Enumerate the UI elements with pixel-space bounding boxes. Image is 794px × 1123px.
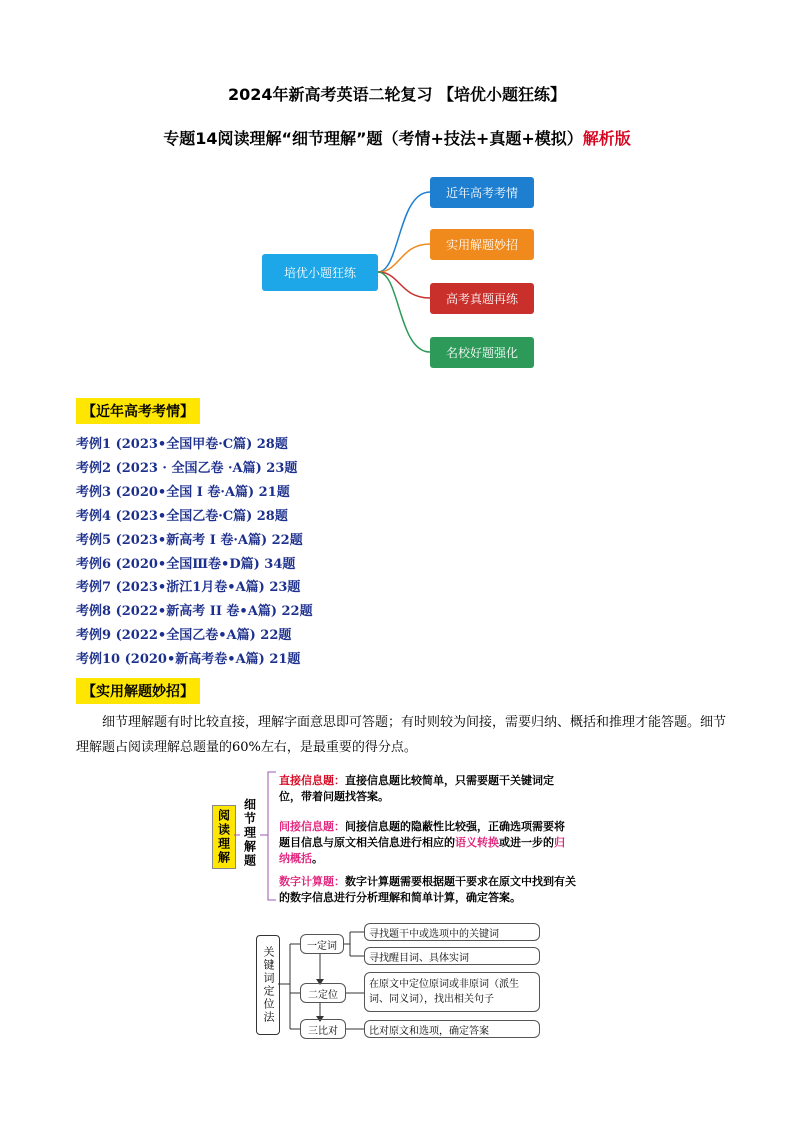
tips-paragraph: 细节理解题有时比较直接，理解字面意思即可答题；有时则较为间接，需要归纳、概括和推理才能答题。细节理解题占阅读理解总题量的60%左右，是最重要的得分点。 (76, 715, 727, 755)
example-item: 考例2 (2023 · 全国乙卷 ·A篇) 23题 (76, 460, 298, 476)
diagram1-left-label: 阅读理解 (212, 805, 236, 869)
numeric-calc-title: 数字计算题： (279, 875, 345, 888)
branch-label: 实用解题妙招 (445, 238, 518, 252)
diagram2-left-label: 关键词定位法 (256, 935, 280, 1035)
example-item: 考例9 (2022•全国乙卷•A篇) 22题 (76, 628, 292, 644)
example-item: 考例4 (2023•全国乙卷·C篇) 28题 (76, 508, 288, 524)
example-item: 考例6 (2020•全国Ⅲ卷•D篇) 34题 (76, 556, 296, 572)
indirect-info-text-b: 或进一步的 (499, 836, 554, 849)
direct-info-title: 直接信息题： (279, 774, 345, 787)
indirect-info-text: 间接信息题的隐蔽性比较强，正确选项需要将题目信息与原文相关信息进行相应的 (279, 820, 565, 849)
example-item: 考例5 (2023•新高考 I 卷·A篇) 22题 (76, 532, 303, 548)
step-box-4: 比对原文和选项，确定答案 (364, 1020, 540, 1038)
example-item: 考例10 (2020•新高考卷•A篇) 21题 (76, 652, 301, 668)
step-box-1: 寻找题干中或选项中的关键词 (364, 923, 540, 941)
example-item: 考例1 (2023•全国甲卷·C篇) 28题 (76, 437, 288, 452)
step-2: 二定位 (300, 983, 346, 1003)
step-3: 三比对 (300, 1019, 346, 1039)
diagram1-mid-label: 细节理解题 (242, 798, 257, 868)
direct-info-text: 直接信息题比较简单，只需要题干关键词定位，带着问题找答案。 (279, 774, 554, 803)
example-item: 考例8 (2022•新高考 II 卷•A篇) 22题 (76, 604, 313, 620)
section-heading-exam-trends: 【近年高考考情】 (76, 398, 200, 424)
step-1: 一定词 (300, 934, 344, 954)
indirect-highlight-2: 归纳概括 (279, 836, 565, 865)
subtitle-main: 专题14阅读理解“细节理解”题（考情+技法+真题+模拟） (163, 129, 583, 148)
example-item: 考例7 (2023•浙江1月卷•A篇) 23题 (76, 580, 301, 596)
branch-label: 近年高考考情 (445, 186, 518, 200)
branch-label: 名校好题强化 (445, 346, 518, 360)
indirect-info-title: 间接信息题： (279, 820, 345, 833)
indirect-info-text-c: 。 (312, 852, 323, 865)
numeric-calc-text: 数字计算题需要根据题干要求在原文中找到有关的数字信息进行分析理解和简单计算，确定答案。 (279, 875, 576, 904)
step-box-2: 寻找醒目词、具体实词 (364, 947, 540, 965)
section-heading-tips: 【实用解题妙招】 (76, 678, 200, 704)
mindmap-root-label: 培优小题狂练 (283, 266, 356, 280)
page-title: 2024年新高考英语二轮复习 【培优小题狂练】 (227, 85, 567, 104)
subtitle-red: 解析版 (582, 129, 631, 148)
step-box-3: 在原文中定位原词或非原词（派生词、同义词），找出相关句子 (364, 972, 540, 1012)
indirect-highlight-1: 语义转换 (455, 836, 499, 849)
example-item: 考例3 (2020•全国 I 卷·A篇) 21题 (76, 484, 290, 500)
branch-label: 高考真题再练 (445, 292, 518, 306)
